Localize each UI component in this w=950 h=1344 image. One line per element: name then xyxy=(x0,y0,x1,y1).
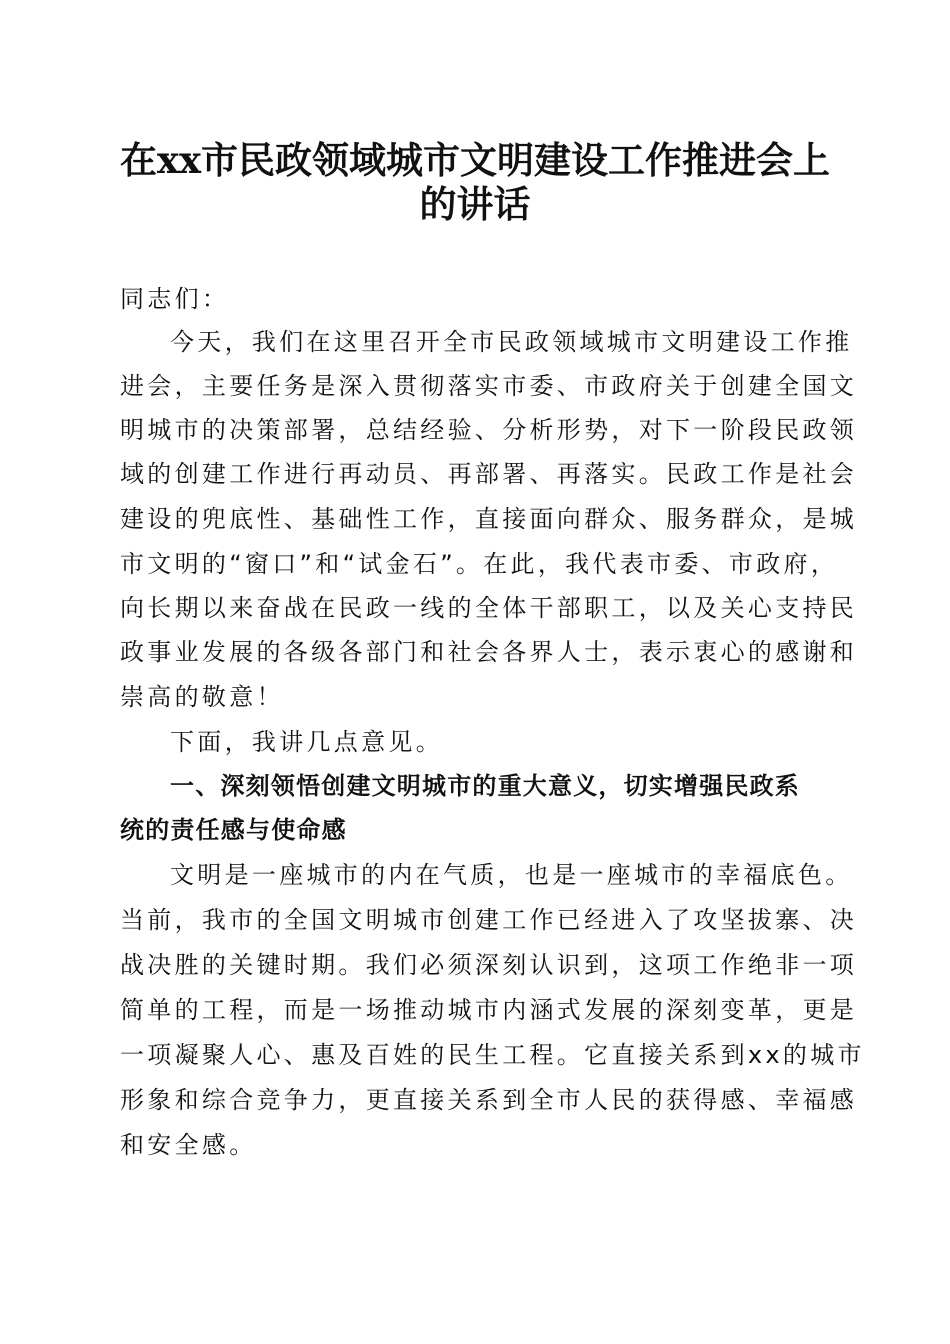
text-line: 形象和综合竞争力，更直接关系到全市人民的获得感、幸福感 xyxy=(120,1086,858,1114)
paragraph-transition: 下面，我讲几点意见。 xyxy=(170,728,443,756)
text-line: 当前，我市的全国文明城市创建工作已经进入了攻坚拔寨、决 xyxy=(120,906,858,934)
text-line: 战决胜的关键时期。我们必须深刻认识到，这项工作绝非一项 xyxy=(120,951,858,979)
text-line: 建设的兜底性、基础性工作，直接面向群众、服务群众，是城 xyxy=(120,505,858,533)
text-line: 今天，我们在这里召开全市民政领域城市文明建设工作推 xyxy=(170,328,853,356)
document-title-line-2: 的讲话 xyxy=(419,182,531,226)
text-line: 域的创建工作进行再动员、再部署、再落实。民政工作是社会 xyxy=(120,460,858,488)
text-line: 文明是一座城市的内在气质，也是一座城市的幸福底色。 xyxy=(170,861,853,889)
text-line: 一项凝聚人心、惠及百姓的民生工程。它直接关系到xx的城市 xyxy=(120,1041,865,1069)
text-line: 崇高的敬意！ xyxy=(120,683,284,711)
text-line: 政事业发展的各级各部门和社会各界人士，表示衷心的感谢和 xyxy=(120,638,858,666)
text-line: 明城市的决策部署，总结经验、分析形势，对下一阶段民政领 xyxy=(120,416,858,444)
text-line: 和安全感。 xyxy=(120,1131,257,1159)
text-line: 市文明的“窗口”和“试金石”。在此，我代表市委、市政府， xyxy=(120,550,839,578)
heading-line: 一、深刻领悟创建文明城市的重大意义，切实增强民政系 xyxy=(170,772,800,800)
text-line: 简单的工程，而是一场推动城市内涵式发展的深刻变革，更是 xyxy=(120,996,858,1024)
heading-line: 统的责任感与使命感 xyxy=(120,816,347,844)
text-line: 向长期以来奋战在民政一线的全体干部职工，以及关心支持民 xyxy=(120,594,858,622)
salutation: 同志们： xyxy=(120,285,230,313)
document-title-line-1: 在xx市民政领域城市文明建设工作推进会上 xyxy=(119,138,831,182)
text-line: 进会，主要任务是深入贯彻落实市委、市政府关于创建全国文 xyxy=(120,372,858,400)
